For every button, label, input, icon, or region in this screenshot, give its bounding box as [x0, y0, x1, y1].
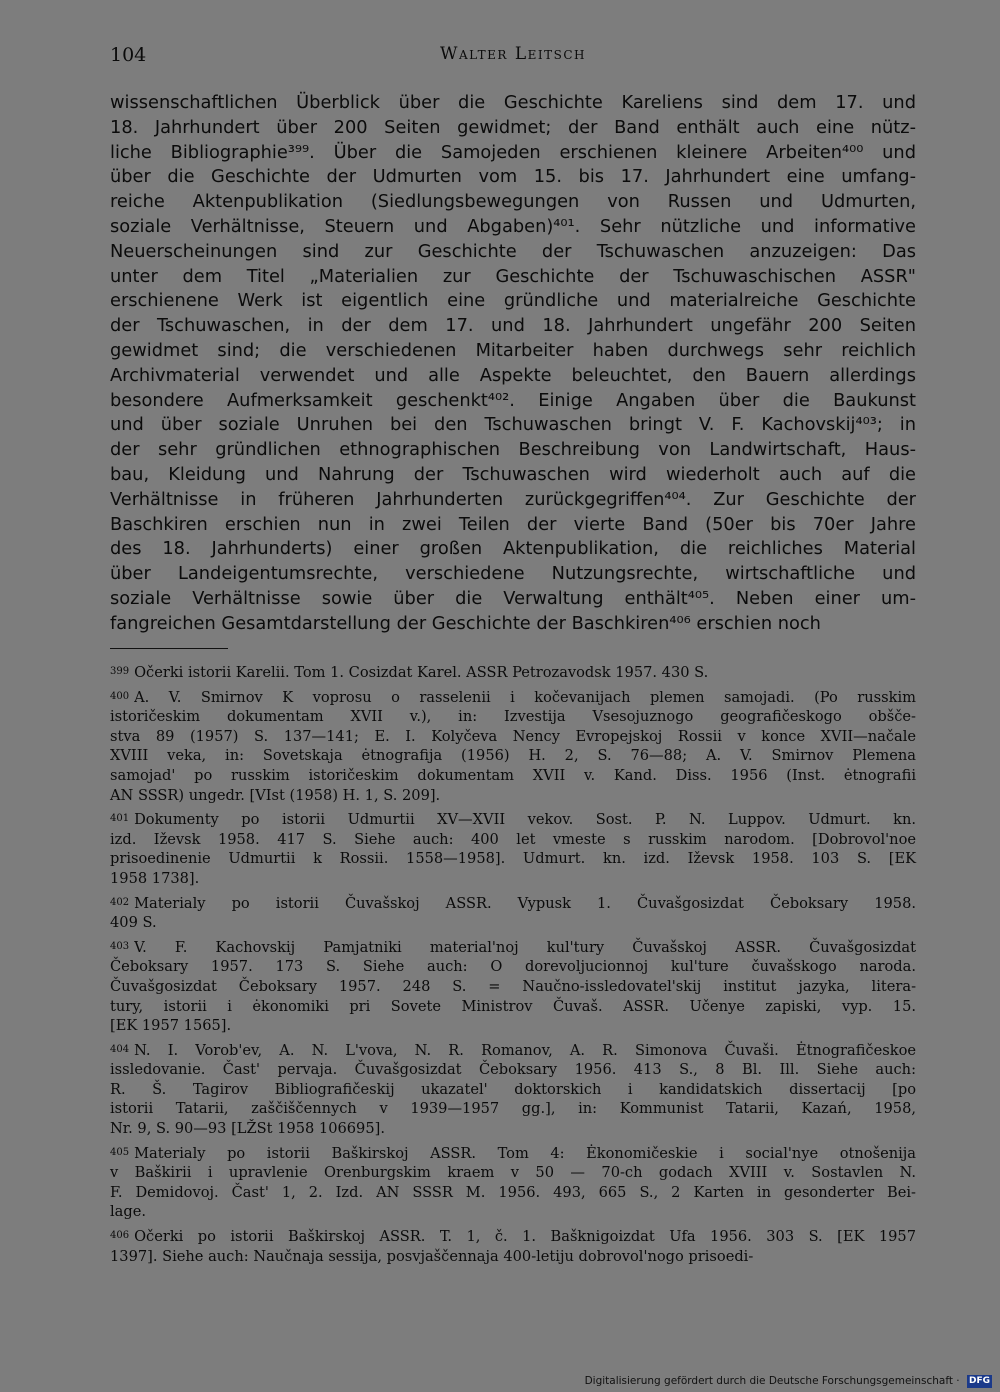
- body-line: Archivmaterial verwendet und alle Aspekte beleuchtet, den Bauern allerdings: [110, 364, 916, 386]
- footnote-line: [110, 687, 916, 708]
- body-line: besondere Aufmerksamkeit geschenkt⁴⁰². Einige Angaben über die Baukunst: [110, 389, 916, 411]
- footnote-line: [EK 1957 1565].: [110, 1017, 232, 1035]
- footnote-line: [110, 662, 916, 683]
- footnote-separator: [110, 648, 228, 649]
- footnote-line: Nr. 9, S. 90—93 [LŽSt 1958 106695].: [110, 1120, 385, 1138]
- footnote-text: Očerki po istorii Baškirskoj ASSR. T. 1, č. 1. Bašknigoizdat Ufa 1956. 303 S. [EK 1957: [134, 1228, 916, 1246]
- footnote-line: [110, 1040, 916, 1061]
- footnote-line: [110, 809, 916, 830]
- footnote-line: [110, 1226, 916, 1247]
- dfg-logo: DFG: [968, 1375, 990, 1386]
- footnote-number: 406: [110, 1230, 130, 1242]
- footnote: [110, 809, 916, 888]
- main-text: [110, 91, 916, 637]
- footnote-text: Materialy po istorii Čuvašskoj ASSR. Vypusk 1. Čuvašgosizdat Čeboksary 1958.: [134, 894, 916, 912]
- footnote-line: istorii Tatarii, zaščiščennych v 1939—1957 gg.], in: Kommunist Tatarii, Kazań, 1958,: [110, 1100, 916, 1118]
- footnote-line: lage.: [110, 1203, 146, 1221]
- footnote-line: Čeboksary 1957. 173 S. Siehe auch: O dorevoljucionnoj kul'ture čuvašskogo naroda.: [110, 958, 916, 976]
- footnote-number: 402: [110, 896, 130, 908]
- credit-text: Digitalisierung gefördert durch die Deutsche Forschungsgemeinschaft ·: [584, 1375, 960, 1387]
- running-title: Walter Leitsch: [440, 44, 586, 64]
- footnote-line: Čuvašgosizdat Čeboksary 1957. 248 S. = Naučno-issledovatel'skij institut jazyka, litera-: [110, 977, 916, 995]
- footnote-number: 403: [110, 940, 130, 952]
- footnote-line: [110, 937, 916, 958]
- body-line: Verhältnisse in früheren Jahrhunderten zurückgegriffen⁴⁰⁴. Zur Geschichte der: [110, 488, 916, 510]
- footnote-line: izd. Iževsk 1958. 417 S. Siehe auch: 400 let vmeste s russkim narodom. [Dobrovol'noe: [110, 830, 916, 848]
- footnote: [110, 893, 916, 933]
- footnote-line: [110, 893, 916, 914]
- body-line: liche Bibliographie³⁹⁹. Über die Samojeden erschienen kleinere Arbeiten⁴⁰⁰ und: [110, 141, 916, 163]
- footnote-line: 409 S.: [110, 914, 157, 932]
- footnote-text: N. I. Vorob'ev, A. N. L'vova, N. R. Romanov, A. R. Simonova Čuvaši. Ėtnografičeskoe: [134, 1041, 916, 1059]
- footnote-line: AN SSSR) ungedr. [VIst (1958) H. 1, S. 209].: [110, 786, 441, 804]
- body-line: soziale Verhältnisse, Steuern und Abgaben)⁴⁰¹. Sehr nützliche und informative: [110, 215, 916, 237]
- footnote-text: Materialy po istorii Baškirskoj ASSR. Tom 4: Ėkonomičeskie i social'nye otnošenija: [134, 1144, 916, 1162]
- footnote: [110, 1040, 916, 1139]
- page-number: 104: [110, 44, 147, 66]
- footnote: [110, 1143, 916, 1222]
- footnote-number: 399: [110, 666, 130, 677]
- digitization-credit: [585, 1374, 992, 1388]
- body-line: wissenschaftlichen Überblick über die Geschichte Kareliens sind dem 17. und: [110, 92, 916, 113]
- body-line: bau, Kleidung und Nahrung der Tschuwaschen wird wiederholt auch auf die: [110, 463, 916, 485]
- footnote-line: 1958 1738].: [110, 869, 200, 887]
- footnote: [110, 937, 916, 1036]
- body-line: über Landeigentumsrechte, verschiedene Nutzungsrechte, wirtschaftliche und: [110, 563, 916, 585]
- footnote-line: R. Š. Tagirov Bibliografičeskij ukazatel' doktorskich i kandidatskich dissertacij [po: [110, 1080, 916, 1098]
- footnote-line: F. Demidovoj. Čast' 1, 2. Izd. AN SSSR M. 1956. 493, 665 S., 2 Karten in gesonderter Bei-: [110, 1183, 916, 1201]
- footnote-number: 401: [110, 813, 130, 825]
- footnote-number: 405: [110, 1146, 130, 1158]
- body-line: des 18. Jahrhunderts) einer großen Aktenpublikation, die reichliches Material: [110, 538, 916, 560]
- body-line: über die Geschichte der Udmurten vom 15. bis 17. Jahrhundert eine umfang-: [110, 166, 916, 188]
- footnote-line: stva 89 (1957) S. 137—141; E. I. Kolyčeva Nency Evropejskoj Rossii v konce XVII—načale: [110, 727, 916, 745]
- page-header: [110, 44, 916, 68]
- body-line: unter dem Titel „Materialien zur Geschichte der Tschuwaschischen ASSR": [110, 265, 916, 287]
- footnote-line: issledovanie. Čast' pervaja. Čuvašgosizdat Čeboksary 1956. 413 S., 8 Bl. Ill. Siehe auch:: [110, 1061, 916, 1079]
- footnote: [110, 687, 916, 806]
- body-line: gewidmet sind; die verschiedenen Mitarbeiter haben durchwegs sehr reichlich: [110, 339, 916, 361]
- body-line: Baschkiren erschien nun in zwei Teilen der vierte Band (50er bis 70er Jahre: [110, 513, 916, 535]
- footnote-line: prisoedinenie Udmurtii k Rossii. 1558—1958]. Udmurt. kn. izd. Iževsk 1958. 103 S. [EK: [110, 850, 916, 868]
- body-line: reiche Aktenpublikation (Siedlungsbewegungen von Russen und Udmurten,: [110, 191, 916, 213]
- footnote: [110, 1226, 916, 1266]
- body-line: soziale Verhältnisse sowie über die Verwaltung enthält⁴⁰⁵. Neben einer um-: [110, 587, 916, 609]
- footnote-line: [110, 1143, 916, 1164]
- footnote-number: 400: [110, 690, 130, 702]
- footnote-line: tury, istorii i ėkonomiki pri Sovete Ministrov Čuvaš. ASSR. Učenye zapiski, vyp. 15.: [110, 997, 916, 1015]
- body-line: erschienene Werk ist eigentlich eine gründliche und materialreiche Geschichte: [110, 290, 916, 312]
- body-line: der Tschuwaschen, in der dem 17. und 18. Jahrhundert ungefähr 200 Seiten: [110, 315, 916, 337]
- footnote-line: v Baškirii i upravlenie Orenburgskim kraem v 50 — 70-ch godach XVIII v. Sostavlen N.: [110, 1164, 916, 1182]
- body-line: fangreichen Gesamtdarstellung der Geschichte der Baschkiren⁴⁰⁶ erschien noch: [110, 612, 821, 634]
- footnote: [110, 662, 916, 683]
- footnote-line: XVIII veka, in: Sovetskaja ėtnografija (1956) H. 2, S. 76—88; A. V. Smirnov Plemena: [110, 747, 916, 765]
- footnote-text: Očerki istorii Karelii. Tom 1. Cosizdat Karel. ASSR Petrozavodsk 1957. 430 S.: [134, 664, 709, 681]
- footnote-text: A. V. Smirnov K voprosu o rasselenii i kočevanijach plemen samojadi. (Po russkim: [134, 688, 916, 706]
- footnote-line: istoričeskim dokumentam XVII v.), in: Izvestija Vsesojuznogo geografičeskogo obšče-: [110, 708, 916, 726]
- body-line: 18. Jahrhundert über 200 Seiten gewidmet; der Band enthält auch eine nütz-: [110, 116, 916, 138]
- footnote-text: V. F. Kachovskij Pamjatniki material'noj kul'tury Čuvašskoj ASSR. Čuvašgosizdat: [134, 938, 916, 956]
- body-line: Neuerscheinungen sind zur Geschichte der Tschuwaschen anzuzeigen: Das: [110, 240, 916, 262]
- body-line: und über soziale Unruhen bei den Tschuwaschen bringt V. F. Kachovskij⁴⁰³; in: [110, 414, 916, 436]
- footnote-line: samojad' po russkim istoričeskim dokumentam XVII v. Kand. Diss. 1956 (Inst. ėtnografii: [110, 766, 916, 784]
- footnote-line: 1397]. Siehe auch: Naučnaja sessija, posvjaščennaja 400-letiju dobrovol'nogo prisoedi-: [110, 1247, 754, 1265]
- footnote-number: 404: [110, 1043, 130, 1055]
- body-line: der sehr gründlichen ethnographischen Beschreibung von Landwirtschaft, Haus-: [110, 439, 916, 461]
- footnote-text: Dokumenty po istorii Udmurtii XV—XVII vekov. Sost. P. N. Luppov. Udmurt. kn.: [134, 811, 916, 829]
- footnotes: [110, 662, 916, 1270]
